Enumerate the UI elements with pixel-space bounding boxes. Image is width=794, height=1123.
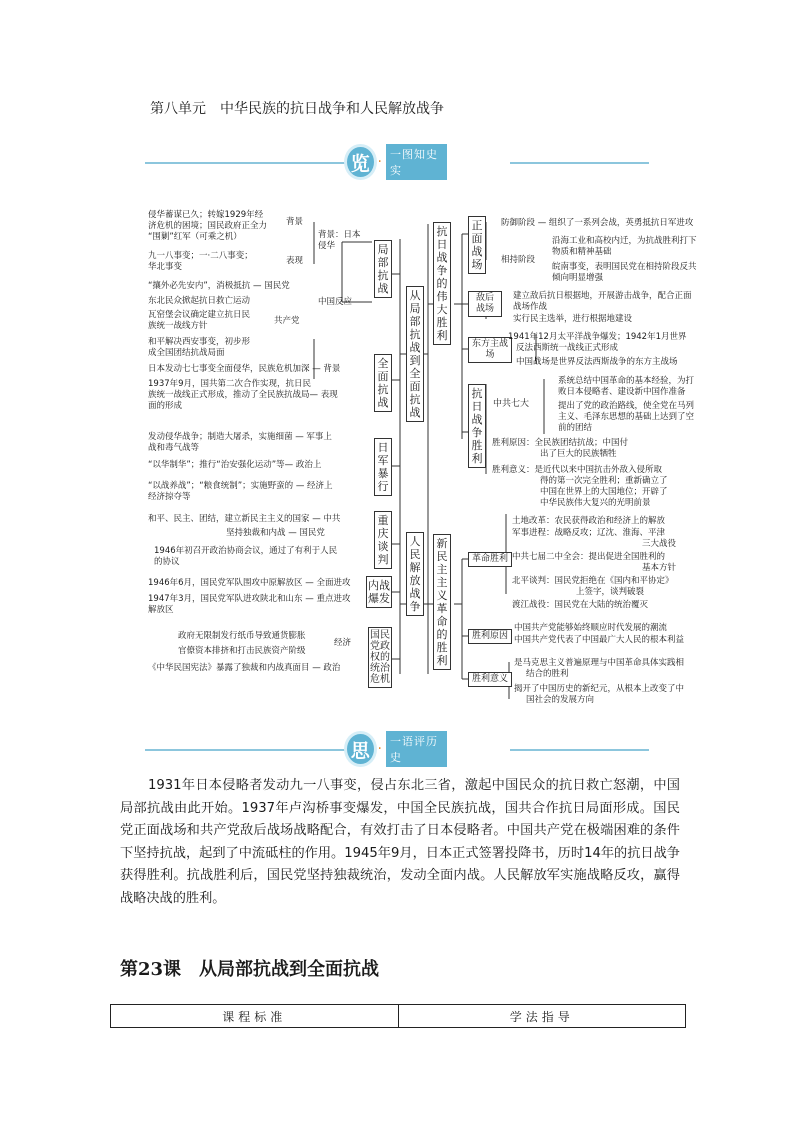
section-banner-review — [145, 733, 649, 767]
text-rear-3: 实行民主选举，进行根据地建设 — [513, 314, 633, 324]
text-crisis-2: 官僚资本排挤和打击民族资产阶级 — [178, 646, 306, 656]
text-full-2: 1937年9月，国共第二次合作实现，抗日民 — [148, 379, 312, 389]
text-local-bg-label: 背景 — [286, 217, 304, 227]
box-eastern-battlefield: 东方主战场 — [468, 337, 512, 363]
text-jp-1: 发动侵华战争；制造大屠杀，实施细菌 — 军事上 — [148, 432, 332, 442]
box-victory-meaning: 胜利意义 — [468, 672, 512, 687]
text-front-stage: 相持阶段 — [501, 255, 536, 265]
text-front-2: 沿海工业和高校内迁，为抗战胜利打下 — [552, 236, 697, 246]
banner-dot: · — [377, 741, 382, 757]
box-new-democratic-victory: 新民主主义革命的胜利 — [433, 534, 451, 670]
box-full-war: 全面抗战 — [374, 354, 392, 412]
text-talk-3: 1946年初召开政治协商会议，通过了有利于人民 — [154, 546, 338, 556]
box-kmt-crisis: 国民党政权的统治危机 — [368, 627, 392, 688]
text-cpc7-4: 主义、毛泽东思想的基础上达到了空 — [558, 412, 695, 422]
text-east-1: 1941年12月太平洋战争爆发；1942年1月世界 — [508, 332, 687, 342]
banner-char: 思 — [347, 734, 374, 764]
banner-line-right — [510, 749, 649, 751]
text-cpc7-1: 系统总结中国革命的基本经验，为打 — [558, 376, 695, 386]
text-full-4: 面的形成 — [148, 401, 183, 411]
text-rev-8: 渡江战役：国民党在大陆的统治覆灭 — [512, 600, 649, 610]
text-east-2: 反法西斯统一战线正式形成 — [516, 343, 619, 353]
box-war-victory-sub: 抗日战争胜利 — [468, 384, 486, 468]
table-col-method: 学法指导 — [509, 1009, 574, 1024]
text-vm-4: 中华民族伟大复兴的光明前景 — [540, 498, 651, 508]
text-cpc7-2: 败日本侵略者、建设新中国作准备 — [558, 387, 686, 397]
text-local-show-1: 九一八事变；一·二八事变； — [148, 251, 253, 261]
text-meaning-3: 揭开了中国历史的新纪元，从根本上改变了中 — [514, 684, 685, 694]
text-local-bg-1: 侵华蓄谋已久；转嫁1929年经 — [148, 210, 264, 220]
text-jp-5: 经济掠夺等 — [148, 492, 191, 502]
text-vr-1: 胜利原因：全民族团结抗战；中国付 — [492, 438, 629, 448]
text-cpc-label: 共产党 — [274, 316, 300, 326]
lesson-title: 第23课 从局部抗战到全面抗战 — [120, 959, 380, 980]
text-vm-2: 得的第一次完全胜利；重新确立了 — [540, 476, 668, 486]
text-cpc7-5: 前的团结 — [558, 423, 593, 433]
text-crisis-1: 政府无限制发行纸币导致通货膨胀 — [178, 631, 306, 641]
box-revolution-victory: 革命胜利 — [468, 552, 512, 567]
table-col-standard: 课程标准 — [111, 1005, 399, 1027]
text-civil-2: 1947年3月，国民党军队进攻陕北和山东 — 重点进攻 — [148, 594, 351, 604]
text-talk-2: 坚持独裁和内战 — 国民党 — [226, 528, 325, 538]
text-crisis-econ: 经济 — [334, 638, 352, 648]
text-reason-1: 中国共产党能够始终顺应时代发展的潮流 — [514, 623, 668, 633]
banner-subtitle: 一语评历史 — [386, 731, 447, 767]
text-full-1: 日本发动七七事变全面侵华，民族危机加深 — 背景 — [148, 364, 341, 374]
text-rev-7: 上签字，谈判破裂 — [576, 587, 645, 597]
summary-paragraph: 1931年日本侵略者发动九一八事变，侵占东北三省，激起中国民众的抗日救亡怒潮，中国局部抗战由此开始。1937年卢沟桥事变爆发，中国全民族抗战，国共合作抗日局面形成。国民党正面战场和共产党敌后战场战略配合，有效打击了日本侵略者。中国共产党在极端困难的条件下坚持抗战，起到了中流砥柱的作用。1945年9月，日本正式签署投降书，历时14年的抗日战争获得胜利。抗战胜利后，国民党坚持独裁统治，发动全面内战。人民解放军实施战略反攻，赢得战略决战的胜利。 — [120, 778, 680, 906]
text-front-4: 皖南事变，表明国民党在相持阶段反共 — [552, 262, 697, 272]
text-jp-4: “以战养战”；“粮食统制”；实施野蛮的 — 经济上 — [148, 481, 333, 491]
banner-dot: · — [377, 154, 382, 170]
text-full-3: 族统一战线正式形成，推动了全民族抗战局— 表现 — [148, 390, 338, 400]
box-victory-reason: 胜利原因 — [468, 629, 512, 644]
text-rev-6: 北平谈判：国民党拒绝在《国内和平协定》 — [512, 576, 674, 586]
text-local-bg-2: 济危机的困境；国民政府正全力 — [148, 221, 268, 231]
text-meaning-4: 国社会的发展方向 — [526, 695, 595, 705]
section-banner-overview — [145, 146, 649, 180]
lesson-table-header — [110, 1004, 686, 1028]
text-local-bg-right: 背景：日本侵华 — [318, 230, 361, 251]
text-rev-3: 三大战役 — [642, 539, 677, 549]
text-cpc7-3: 提出了党的政治路线，使全党在马列 — [558, 401, 695, 411]
knowledge-mindmap — [146, 204, 706, 724]
text-meaning-2: 结合的胜利 — [526, 669, 569, 679]
text-rev-1: 土地改革：农民获得政治和经济上的解放 — [512, 516, 666, 526]
text-jp-3: “以华制华”；推行“治安强化运动”等— 政治上 — [148, 460, 322, 470]
banner-badge — [347, 147, 447, 177]
banner-line-left — [145, 749, 345, 751]
banner-badge — [347, 734, 447, 764]
box-local-to-full: 从局部抗战到全面抗战 — [406, 286, 424, 422]
box-rear-battlefield: 敌后战场 — [468, 291, 502, 317]
banner-line-left — [145, 162, 345, 164]
text-local-show-label: 表现 — [286, 256, 304, 266]
text-talk-4: 的协议 — [154, 557, 180, 567]
text-china-reaction: 中国反应 — [318, 297, 353, 307]
text-cpc-2: 瓦窑堡会议确定建立抗日民 — [148, 310, 251, 320]
banner-subtitle: 一图知史实 — [386, 144, 447, 180]
box-front-battlefield: 正面战场 — [468, 216, 486, 274]
text-jp-2: 战和毒气战等 — [148, 443, 200, 453]
text-cpc-3: 族统一战线方针 — [148, 321, 208, 331]
unit-title: 第八单元 中华民族的抗日战争和人民解放战争 — [150, 101, 444, 117]
text-vm-3: 中国在世界上的大国地位；开辟了 — [540, 487, 668, 497]
text-rev-4: 中共七届二中全会：提出促进全国胜利的 — [512, 552, 666, 562]
text-civil-3: 解放区 — [148, 605, 174, 615]
text-cpc-1: 东北民众掀起抗日救亡运动 — [148, 296, 251, 306]
text-civil-1: 1946年6月，国民党军队围攻中原解放区 — 全面进攻 — [148, 578, 351, 588]
text-rev-5: 基本方针 — [642, 563, 677, 573]
box-japan-atrocity: 日军暴行 — [374, 438, 392, 496]
text-rear-2: 战场作战 — [513, 302, 548, 312]
text-crisis-3: 《中华民国宪法》暴露了独裁和内战真面目 — 政治 — [148, 663, 341, 673]
text-talk-1: 和平、民主、团结，建立新民主主义的国家 — 中共 — [148, 514, 341, 524]
text-front-5: 倾向明显增强 — [552, 273, 604, 283]
banner-char: 览 — [347, 147, 374, 177]
text-local-bg-3: “围剿”红军（可乘之机） — [148, 232, 242, 242]
text-local-show-2: 华北事变 — [148, 262, 183, 272]
text-rear-1: 建立敌后抗日根据地，开展游击战争，配合正面 — [513, 291, 692, 301]
text-cpc-5: 成全国团结抗战局面 — [148, 348, 225, 358]
text-cpc-4: 和平解决西安事变，初步形 — [148, 337, 251, 347]
text-rev-2: 军事进程：战略反攻；辽沈、淮海、平津 — [512, 528, 666, 538]
box-civil-war: 内战爆发 — [366, 576, 392, 608]
text-front-1: 防御阶段 — 组织了一系列会战，英勇抵抗日军进攻 — [501, 218, 694, 228]
text-cpc7: 中共七大 — [490, 398, 532, 411]
box-local-war: 局部抗战 — [374, 240, 392, 298]
text-front-3: 物质和精神基础 — [552, 247, 612, 257]
text-meaning-1: 是马克思主义普遍原理与中国革命具体实践相 — [514, 658, 685, 668]
box-war-victory: 抗日战争的伟大胜利 — [433, 222, 451, 345]
text-kmt-1: “攘外必先安内”，消极抵抗 — 国民党 — [148, 281, 290, 291]
text-vr-2: 出了巨大的民族牺牲 — [540, 449, 617, 459]
text-reason-2: 中国共产党代表了中国最广大人民的根本利益 — [514, 635, 685, 645]
box-chongqing-talks: 重庆谈判 — [374, 511, 392, 569]
banner-line-right — [510, 162, 649, 164]
box-liberation-war: 人民解放战争 — [406, 532, 424, 616]
text-vm-1: 胜利意义：是近代以来中国抗击外敌入侵所取 — [492, 465, 663, 475]
text-east-3: 中国战场是世界反法西斯战争的东方主战场 — [516, 357, 678, 367]
